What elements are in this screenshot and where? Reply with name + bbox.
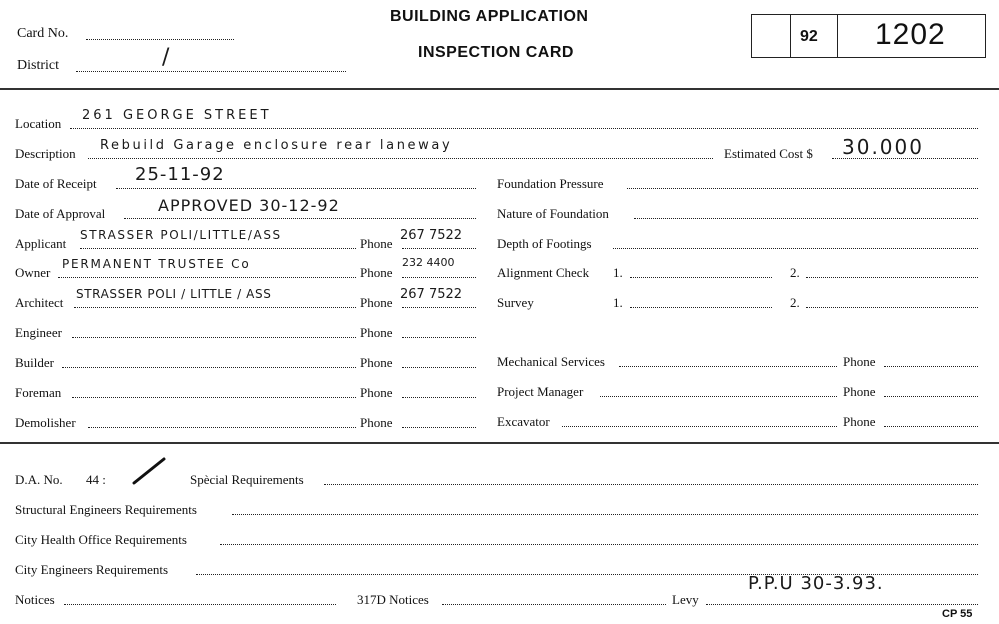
structural-requirements-label: Structural Engineers Requirements (15, 502, 197, 517)
da-tick-mark (130, 455, 170, 487)
survey-field-2[interactable] (806, 307, 978, 308)
owner-field[interactable] (58, 277, 356, 278)
builder-label: Builder (15, 355, 54, 370)
date-receipt-value: 25-11-92 (135, 164, 225, 185)
card-number-box (751, 14, 986, 58)
foreman-label: Foreman (15, 385, 62, 400)
alignment-check-field-1[interactable] (630, 277, 772, 278)
owner-label: Owner (15, 265, 51, 280)
description-field[interactable] (88, 158, 713, 159)
foreman-phone-label: Phone (360, 385, 393, 400)
header-rule (0, 88, 999, 90)
notices-label: Notices (15, 592, 55, 607)
mechanical-phone-field[interactable] (884, 366, 978, 367)
foreman-field[interactable] (72, 397, 356, 398)
applicant-value: STRASSER POLI/LITTLE/ASS (80, 228, 282, 242)
alignment-check-label: Alignment Check (497, 265, 590, 280)
depth-footings-field[interactable] (613, 248, 978, 249)
notices-317d-label: 317D Notices (357, 592, 429, 607)
architect-phone-value: 267 7522 (400, 287, 463, 302)
demolisher-phone-label: Phone (360, 415, 393, 430)
levy-value: P.P.U 30-3.93. (748, 573, 884, 594)
owner-value: PERMANENT TRUSTEE Co (62, 257, 251, 271)
foundation-pressure-field[interactable] (627, 188, 978, 189)
foreman-phone-field[interactable] (402, 397, 476, 398)
excavator-phone-field[interactable] (884, 426, 978, 427)
architect-phone-label: Phone (360, 295, 393, 310)
applicant-phone-field[interactable] (402, 248, 476, 249)
owner-phone-value: 232 4400 (402, 256, 455, 269)
card-year: 92 (800, 28, 818, 45)
survey-label: Survey (497, 295, 534, 310)
survey-item-1: 1. (613, 295, 623, 310)
project-manager-phone-field[interactable] (884, 396, 978, 397)
demolisher-field[interactable] (88, 427, 356, 428)
date-approval-value: APPROVED 30-12-92 (158, 196, 340, 215)
engineer-phone-field[interactable] (402, 337, 476, 338)
applicant-label: Applicant (15, 236, 67, 251)
levy-field[interactable] (706, 604, 978, 605)
structural-requirements-field[interactable] (232, 514, 978, 515)
owner-phone-label: Phone (360, 265, 393, 280)
da-no-value: 44 : (86, 472, 106, 487)
location-field[interactable] (70, 128, 978, 129)
demolisher-label: Demolisher (15, 415, 76, 430)
special-requirements-field[interactable] (324, 484, 978, 485)
da-no-label: D.A. No. (15, 472, 63, 487)
applicant-phone-label: Phone (360, 236, 393, 251)
survey-field-1[interactable] (630, 307, 772, 308)
excavator-field[interactable] (562, 426, 837, 427)
district-value: / (162, 45, 171, 70)
special-requirements-label: Spècial Requirements (190, 472, 304, 487)
engineer-phone-label: Phone (360, 325, 393, 340)
date-approval-field[interactable] (124, 218, 476, 219)
description-label: Description (15, 146, 76, 161)
demolisher-phone-field[interactable] (402, 427, 476, 428)
project-manager-phone-label: Phone (843, 384, 876, 399)
builder-field[interactable] (62, 367, 356, 368)
form-title-line2: INSPECTION CARD (418, 44, 574, 61)
nature-foundation-field[interactable] (634, 218, 978, 219)
district-field[interactable] (76, 71, 346, 72)
alignment-check-item-2: 2. (790, 265, 800, 280)
excavator-label: Excavator (497, 414, 550, 429)
section-rule (0, 442, 999, 444)
project-manager-label: Project Manager (497, 384, 584, 399)
mechanical-services-field[interactable] (619, 366, 837, 367)
levy-label: Levy (672, 592, 699, 607)
estimated-cost-label: Estimated Cost $ (724, 146, 813, 161)
builder-phone-field[interactable] (402, 367, 476, 368)
mechanical-services-label: Mechanical Services (497, 354, 605, 369)
city-engineers-requirements-label: City Engineers Requirements (15, 562, 169, 577)
applicant-phone-value: 267 7522 (400, 228, 463, 243)
date-approval-label: Date of Approval (15, 206, 106, 221)
survey-item-2: 2. (790, 295, 800, 310)
engineer-label: Engineer (15, 325, 62, 340)
alignment-check-field-2[interactable] (806, 277, 978, 278)
engineer-field[interactable] (72, 337, 356, 338)
notices-field[interactable] (64, 604, 336, 605)
health-requirements-field[interactable] (220, 544, 978, 545)
notices-317d-field[interactable] (442, 604, 666, 605)
date-receipt-field[interactable] (116, 188, 476, 189)
card-no-label: Card No. (17, 26, 69, 41)
alignment-check-item-1: 1. (613, 265, 623, 280)
card-number-divider-1 (790, 14, 791, 58)
excavator-phone-label: Phone (843, 414, 876, 429)
builder-phone-label: Phone (360, 355, 393, 370)
mechanical-phone-label: Phone (843, 354, 876, 369)
form-title-line1: BUILDING APPLICATION (390, 8, 589, 25)
description-value: Rebuild Garage enclosure rear laneway (100, 138, 453, 153)
nature-foundation-label: Nature of Foundation (497, 206, 609, 221)
architect-field[interactable] (74, 307, 356, 308)
location-label: Location (15, 116, 62, 131)
project-manager-field[interactable] (600, 396, 837, 397)
card-no-field[interactable] (86, 39, 234, 40)
card-number: 1202 (875, 18, 946, 51)
health-requirements-label: City Health Office Requirements (15, 532, 187, 547)
form-code: CP 55 (942, 608, 973, 620)
architect-value: STRASSER POLI / LITTLE / ASS (76, 287, 272, 301)
foundation-pressure-label: Foundation Pressure (497, 176, 604, 191)
owner-phone-field[interactable] (402, 277, 476, 278)
estimated-cost-value: 30.000 (842, 135, 924, 159)
architect-phone-field[interactable] (402, 307, 476, 308)
location-value: 261 GEORGE STREET (82, 108, 272, 123)
applicant-field[interactable] (80, 248, 356, 249)
district-label: District (17, 58, 59, 73)
card-number-divider-2 (837, 14, 838, 58)
architect-label: Architect (15, 295, 64, 310)
depth-footings-label: Depth of Footings (497, 236, 592, 251)
date-receipt-label: Date of Receipt (15, 176, 97, 191)
